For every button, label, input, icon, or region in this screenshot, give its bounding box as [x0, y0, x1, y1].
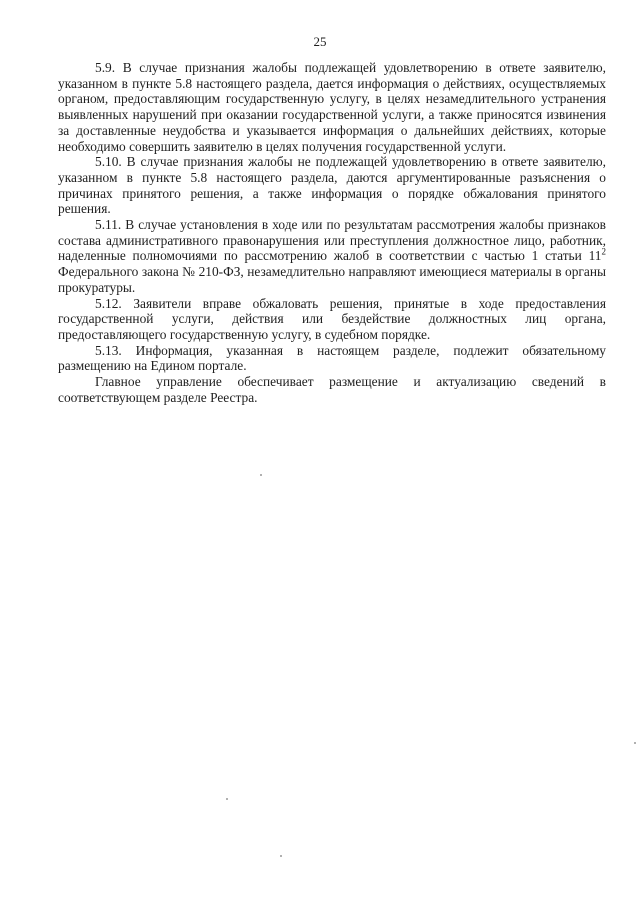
paragraph-final: Главное управление обеспечивает размещение и актуализацию сведений в соответствующем разделе Реестра. [58, 374, 606, 405]
document-body [58, 60, 606, 405]
paragraph-5-9: 5.9. В случае признания жалобы подлежащей удовлетворению в ответе заявителю, указанном в пункте 5.8 настоящего раздела, дается информация о действиях, осуществляемых органом, предоставляющим государственную услугу, в целях незамедлительного устранения выявленных нарушений при оказании государственной услуги, а также приносятся извинения за доставленные неудобства и указывается информация о дальнейших действиях, которые необходимо совершить заявителю в целях получения государственной услуги. [58, 60, 606, 154]
scan-speck [280, 855, 282, 857]
paragraph-5-11 [58, 217, 606, 296]
page-number: 25 [313, 34, 327, 49]
scan-speck [226, 798, 228, 800]
paragraph-5-13: 5.13. Информация, указанная в настоящем разделе, подлежит обязательному размещению на Едином портале. [58, 342, 606, 374]
paragraph-5-11-part-b: Федерального закона № 210-ФЗ, незамедлительно направляют имеющиеся материалы в органы прокуратуры. [58, 264, 606, 295]
paragraph-5-12: 5.12. Заявители вправе обжаловать решения, принятые в ходе предоставления государственной услуги, действия или бездействие должностных лиц органа, предоставляющего государственную услугу, в судебном порядке. [58, 295, 606, 342]
paragraph-5-10: 5.10. В случае признания жалобы не подлежащей удовлетворению в ответе заявителю, указанном в пункте 5.8 настоящего раздела, даются аргументированные разъяснения о причинах принятого решения, а также информация о порядке обжалования принятого решения. [58, 154, 606, 217]
scan-speck [260, 474, 262, 476]
article-superscript: 2 [601, 246, 606, 257]
paragraph-5-11-part-a: 5.11. В случае установления в ходе или по результатам рассмотрения жалобы признаков состава административного правонарушения или преступления должностное лицо, работник, наделенные полномочиями по рассмотрению жалоб в соответствии с частью 1 статьи 11 [58, 217, 606, 264]
scan-speck [634, 742, 636, 744]
